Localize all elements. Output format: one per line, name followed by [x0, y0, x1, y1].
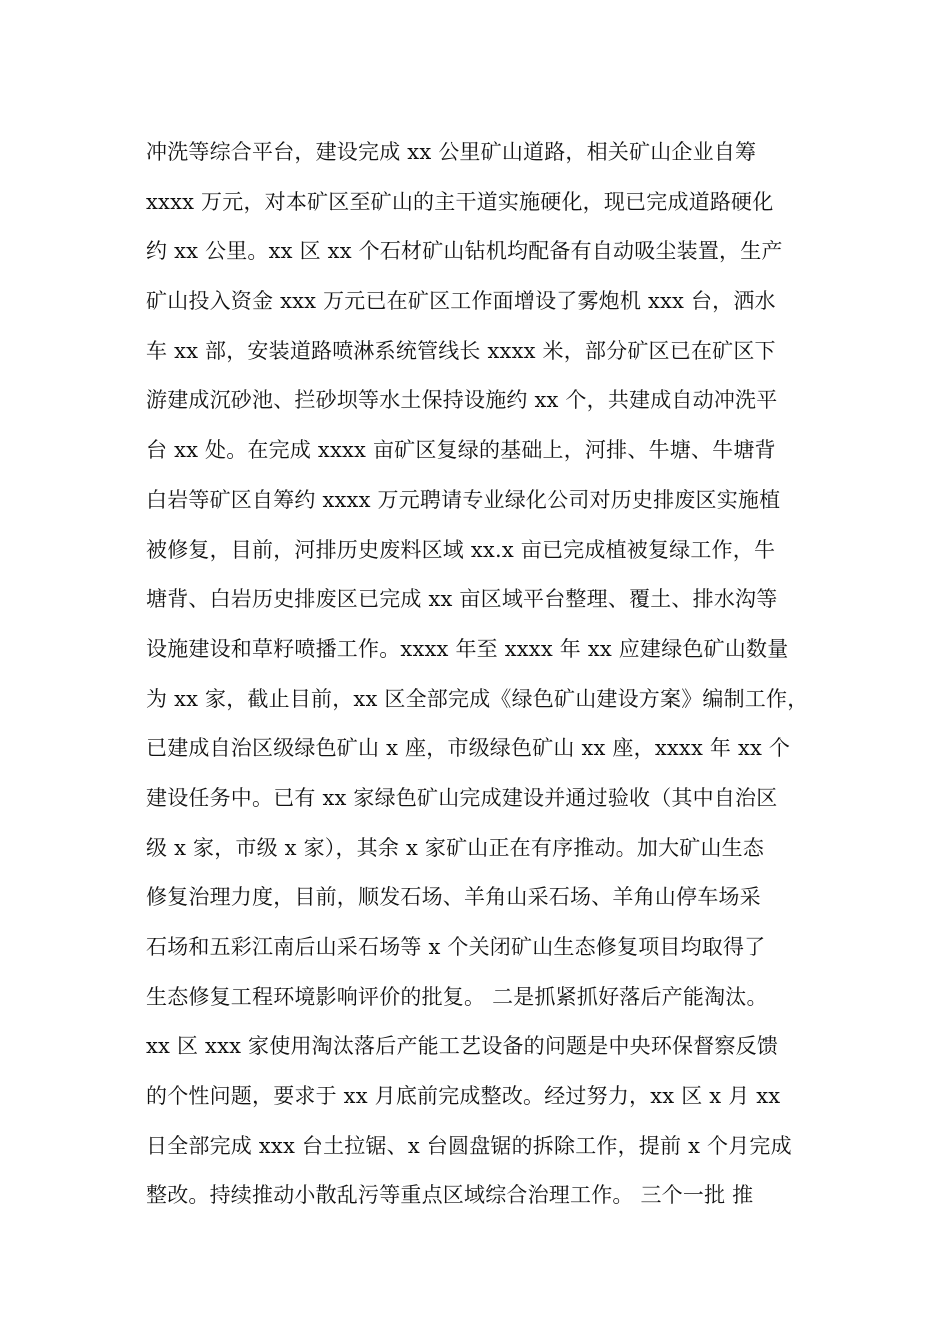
- text-line: 台 xx 处。在完成 xxxx 亩矿区复绿的基础上，河排、牛塘、牛塘背: [146, 438, 776, 463]
- text-line: 为 xx 家，截止目前，xx 区全部完成《绿色矿山建设方案》编制工作，: [146, 686, 809, 711]
- text-line: 生态修复工程环境影响评价的批复。 二是抓紧抓好落后产能淘汰。: [146, 984, 768, 1009]
- text-line: 设施建设和草籽喷播工作。xxxx 年至 xxxx 年 xx 应建绿色矿山数量: [146, 636, 789, 661]
- text-line: 矿山投入资金 xxx 万元已在矿区工作面增设了雾炮机 xxx 台，洒水: [146, 289, 776, 314]
- text-line: 冲洗等综合平台，建设完成 xx 公里矿山道路，相关矿山企业自筹: [146, 140, 757, 164]
- text-line: 建设任务中。已有 xx 家绿色矿山完成建设并通过验收（其中自治区: [146, 785, 778, 810]
- text-line: 的个性问题，要求于 xx 月底前完成整改。经过努力，xx 区 x 月 xx: [146, 1084, 781, 1109]
- text-line: 游建成沉砂池、拦砂坝等水土保持设施约 xx 个，共建成自动冲洗平: [146, 388, 778, 413]
- text-line: 车 xx 部，安装道路喷淋系统管线长 xxxx 米，部分矿区已在矿区下: [146, 338, 776, 363]
- text-line: 白岩等矿区自筹约 xxxx 万元聘请专业绿化公司对历史排废区实施植: [146, 487, 781, 512]
- text-line: 石场和五彩江南后山采石场等 x 个关闭矿山生态修复项目均取得了: [146, 935, 766, 959]
- text-line: xxxx 万元，对本矿区至矿山的主干道实施硬化，现已完成道路硬化: [146, 189, 774, 214]
- text-line: 级 x 家，市级 x 家），其余 x 家矿山正在有序推动。加大矿山生态: [146, 835, 765, 860]
- body-text: [146, 132, 826, 1225]
- text-line: 塘背、白岩历史排废区已完成 xx 亩区域平台整理、覆土、排水沟等: [146, 587, 778, 612]
- text-line: xx 区 xxx 家使用淘汰落后产能工艺设备的问题是中央环保督察反馈: [146, 1034, 779, 1059]
- text-line: 被修复，目前，河排历史废料区域 xx.x 亩已完成植被复绿工作，牛: [146, 537, 776, 562]
- text-line: 约 xx 公里。xx 区 xx 个石材矿山钻机均配备有自动吸尘装置，生产: [146, 239, 783, 264]
- text-line: 修复治理力度，目前，顺发石场、羊角山采石场、羊角山停车场采: [146, 885, 761, 910]
- text-line: 已建成自治区级绿色矿山 x 座，市级绿色矿山 xx 座，xxxx 年 xx 个: [146, 736, 791, 761]
- text-line: 整改。持续推动小散乱污等重点区域综合治理工作。 三个一批 推: [146, 1183, 754, 1208]
- text-line: 日全部完成 xxx 台土拉锯、x 台圆盘锯的拆除工作，提前 x 个月完成: [146, 1133, 792, 1158]
